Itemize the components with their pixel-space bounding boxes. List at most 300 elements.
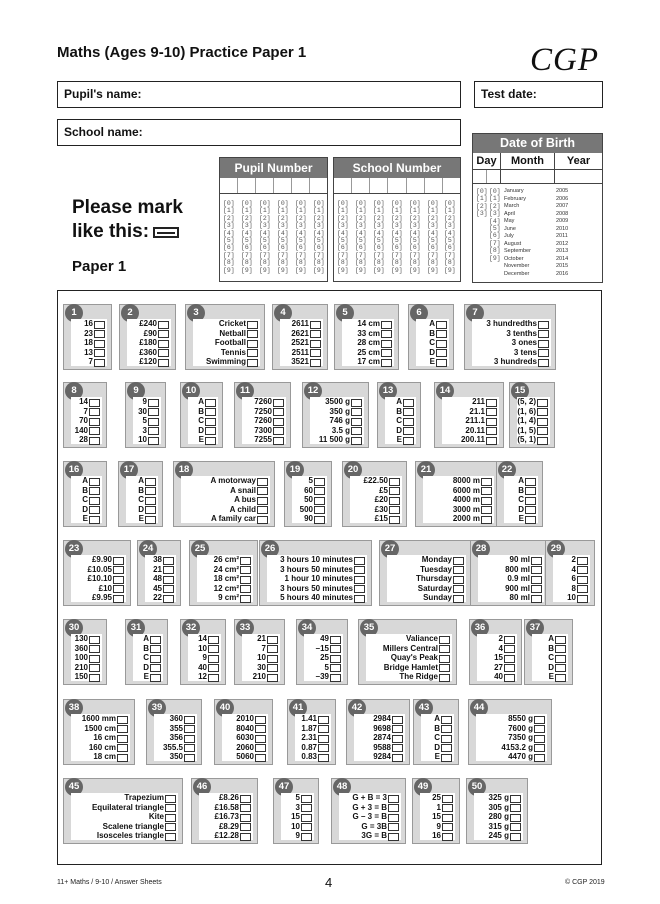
answer-option-checkbox[interactable]: A: [504, 476, 538, 486]
answer-option-checkbox[interactable]: 28: [71, 435, 102, 445]
answer-option-checkbox[interactable]: 3G = B: [339, 831, 401, 841]
answer-option-checkbox[interactable]: Millers Central: [366, 644, 452, 654]
answer-option-checkbox[interactable]: 45: [145, 584, 176, 594]
question-50: [466, 778, 528, 844]
dob-day-cell-2[interactable]: [487, 170, 501, 183]
answer-options: [71, 793, 178, 840]
answer-options: [310, 397, 364, 444]
answer-option-checkbox[interactable]: 3500 g: [310, 397, 364, 407]
answer-option-checkbox[interactable]: 5: [304, 663, 343, 673]
answer-option-checkbox[interactable]: 360: [154, 714, 197, 724]
answer-option-checkbox[interactable]: £8.29: [199, 822, 253, 832]
answer-option-checkbox[interactable]: 5: [292, 476, 327, 486]
answer-option-checkbox[interactable]: 20.11: [442, 426, 499, 436]
answer-option-checkbox[interactable]: 17 cm: [342, 357, 394, 367]
answer-option-checkbox[interactable]: 33 cm: [342, 329, 394, 339]
answer-option-checkbox[interactable]: 28 cm: [342, 338, 394, 348]
answer-option-checkbox[interactable]: 3 hundreds: [472, 357, 551, 367]
answer-option-checkbox[interactable]: (5, 2): [517, 397, 550, 407]
answer-option-checkbox[interactable]: 11 500 g: [310, 435, 364, 445]
answer-option-checkbox[interactable]: 746 g: [310, 416, 364, 426]
answer-option-checkbox[interactable]: D: [133, 663, 163, 673]
answer-option-checkbox[interactable]: Valiance: [366, 634, 452, 644]
answer-option-checkbox[interactable]: 350: [154, 752, 197, 762]
answer-option-checkbox[interactable]: E: [385, 435, 416, 445]
answer-option-checkbox[interactable]: 3 hours 50 minutes: [267, 565, 367, 575]
answer-option-checkbox[interactable]: 21: [242, 634, 280, 644]
answer-option-checkbox[interactable]: £10.10: [71, 574, 126, 584]
answer-option-checkbox[interactable]: A: [385, 397, 416, 407]
answer-option-checkbox[interactable]: 150: [71, 672, 102, 682]
answer-option-checkbox[interactable]: 9 cm²: [197, 593, 253, 603]
answer-option-checkbox[interactable]: G + 3 = B: [339, 803, 401, 813]
answer-option-checkbox[interactable]: D: [504, 505, 538, 515]
pupil-digit-bubbles-4[interactable]: [0] [1] [2] [3] [4] [5] [6] [7] [8] [9]: [277, 200, 289, 274]
answer-option-checkbox[interactable]: 7260: [242, 416, 286, 426]
question-39: [146, 699, 202, 765]
school-digit-bubbles-5[interactable]: [0] [1] [2] [3] [4] [5] [6] [7] [8] [9]: [409, 200, 421, 274]
answer-option-checkbox[interactable]: 3521: [280, 357, 323, 367]
answer-option-checkbox[interactable]: 5060: [222, 752, 268, 762]
answer-option-checkbox[interactable]: 9: [188, 653, 221, 663]
answer-option-checkbox[interactable]: 140: [71, 426, 102, 436]
answer-option-checkbox[interactable]: C: [532, 653, 568, 663]
answer-option-checkbox[interactable]: 130: [71, 634, 102, 644]
answer-option-checkbox[interactable]: Equilateral triangle: [71, 803, 178, 813]
answer-option-checkbox[interactable]: B: [416, 329, 449, 339]
answer-option-checkbox[interactable]: D: [71, 505, 102, 515]
answer-option-checkbox[interactable]: C: [416, 338, 449, 348]
answer-option-checkbox[interactable]: 4470 g: [476, 752, 547, 762]
answer-option-checkbox[interactable]: 23: [71, 329, 107, 339]
answer-option-checkbox[interactable]: 1: [420, 803, 455, 813]
answer-option-checkbox[interactable]: 3 tens: [472, 348, 551, 358]
answer-option-checkbox[interactable]: 211: [442, 397, 499, 407]
answer-option-checkbox[interactable]: 25 cm: [342, 348, 394, 358]
answer-option-checkbox[interactable]: 211.1: [442, 416, 499, 426]
answer-option-checkbox[interactable]: 210: [71, 663, 102, 673]
answer-option-checkbox[interactable]: 10: [133, 435, 161, 445]
answer-option-checkbox[interactable]: D: [421, 743, 454, 753]
dob-month-cell[interactable]: [501, 170, 555, 183]
question-number-badge: 31: [127, 619, 145, 637]
answer-option-checkbox[interactable]: Netball: [193, 329, 260, 339]
answer-option-checkbox[interactable]: –15: [304, 644, 343, 654]
school-number-digit-cells[interactable]: [334, 178, 460, 194]
answer-option-checkbox[interactable]: 200.11: [442, 435, 499, 445]
answer-option-checkbox[interactable]: £30: [350, 505, 402, 515]
answer-option-checkbox[interactable]: Monday: [387, 555, 466, 565]
answer-option-checkbox[interactable]: 4000 m: [423, 495, 494, 505]
answer-option-checkbox[interactable]: £9.95: [71, 593, 126, 603]
answer-option-checkbox[interactable]: D: [188, 426, 218, 436]
answer-option-checkbox[interactable]: 2.31: [295, 733, 331, 743]
answer-option-checkbox[interactable]: (1, 6): [517, 407, 550, 417]
answer-option-checkbox[interactable]: 160 cm: [71, 743, 130, 753]
answer-option-checkbox[interactable]: Cricket: [193, 319, 260, 329]
answer-option-checkbox[interactable]: 7: [71, 407, 102, 417]
answer-option-checkbox[interactable]: C: [133, 653, 163, 663]
answer-option-checkbox[interactable]: D: [532, 663, 568, 673]
answer-option-checkbox[interactable]: Swimming: [193, 357, 260, 367]
answer-option-checkbox[interactable]: 280 g: [474, 812, 523, 822]
answer-option-checkbox[interactable]: A snail: [181, 486, 270, 496]
answer-option-checkbox[interactable]: C: [385, 416, 416, 426]
answer-option-checkbox[interactable]: 6030: [222, 733, 268, 743]
answer-option-checkbox[interactable]: The Ridge: [366, 672, 452, 682]
test-date-field[interactable]: [474, 81, 603, 108]
answer-option-checkbox[interactable]: 7300: [242, 426, 286, 436]
answer-option-checkbox[interactable]: 10: [242, 653, 280, 663]
answer-option-checkbox[interactable]: 12 cm²: [197, 584, 253, 594]
answer-option-checkbox[interactable]: 18: [71, 338, 107, 348]
answer-option-checkbox[interactable]: 1.87: [295, 724, 331, 734]
answer-option-checkbox[interactable]: C: [126, 495, 158, 505]
answer-option-checkbox[interactable]: Trapezium: [71, 793, 178, 803]
answer-option-checkbox[interactable]: 2511: [280, 348, 323, 358]
answer-option-checkbox[interactable]: Tuesday: [387, 565, 466, 575]
answer-option-checkbox[interactable]: 25: [304, 653, 343, 663]
answer-option-checkbox[interactable]: 7600 g: [476, 724, 547, 734]
answer-option-checkbox[interactable]: 15: [281, 812, 314, 822]
answer-option-checkbox[interactable]: E: [71, 514, 102, 524]
answer-option-checkbox[interactable]: 30: [242, 663, 280, 673]
answer-option-checkbox[interactable]: A child: [181, 505, 270, 515]
school-name-field[interactable]: [57, 119, 461, 146]
answer-option-checkbox[interactable]: 5: [133, 416, 161, 426]
answer-option-checkbox[interactable]: 7350 g: [476, 733, 547, 743]
answer-option-checkbox[interactable]: A: [71, 476, 102, 486]
answer-options: [222, 714, 268, 761]
answer-option-checkbox[interactable]: 360: [71, 644, 102, 654]
dob-month-list[interactable]: January February March April May June July August September October November December: [504, 188, 531, 277]
pupil-digit-bubbles-3[interactable]: [0] [1] [2] [3] [4] [5] [6] [7] [8] [9]: [259, 200, 271, 274]
answer-option-checkbox[interactable]: 9698: [354, 724, 405, 734]
answer-option-checkbox[interactable]: (1, 4): [517, 416, 550, 426]
answer-option-checkbox[interactable]: C: [504, 495, 538, 505]
answer-option-checkbox[interactable]: 4: [477, 644, 517, 654]
answer-option-checkbox[interactable]: 2060: [222, 743, 268, 753]
answer-option-checkbox[interactable]: B: [504, 486, 538, 496]
answer-option-checkbox[interactable]: £8.26: [199, 793, 253, 803]
answer-option-checkbox[interactable]: £16.73: [199, 812, 253, 822]
answer-option-checkbox[interactable]: £240: [127, 319, 171, 329]
question-26: [259, 540, 372, 606]
answer-option-checkbox[interactable]: 1.41: [295, 714, 331, 724]
answer-option-checkbox[interactable]: A: [133, 634, 163, 644]
answer-option-checkbox[interactable]: 3000 m: [423, 505, 494, 515]
answer-option-checkbox[interactable]: E: [416, 357, 449, 367]
answer-option-checkbox[interactable]: £180: [127, 338, 171, 348]
answer-option-checkbox[interactable]: 8550 g: [476, 714, 547, 724]
answer-option-checkbox[interactable]: 315 g: [474, 822, 523, 832]
answer-option-checkbox[interactable]: 2611: [280, 319, 323, 329]
answer-options: [281, 793, 314, 840]
answer-option-checkbox[interactable]: E: [188, 435, 218, 445]
answer-option-checkbox[interactable]: 18 cm²: [197, 574, 253, 584]
pupil-digit-bubbles-5[interactable]: [0] [1] [2] [3] [4] [5] [6] [7] [8] [9]: [295, 200, 307, 274]
pupil-digit-bubbles-1[interactable]: [0] [1] [2] [3] [4] [5] [6] [7] [8] [9]: [223, 200, 235, 274]
answer-option-checkbox[interactable]: 325 g: [474, 793, 523, 803]
answer-option-checkbox[interactable]: 70: [71, 416, 102, 426]
answer-option-checkbox[interactable]: G – 3 = B: [339, 812, 401, 822]
answer-option-checkbox[interactable]: 24 cm²: [197, 565, 253, 575]
answer-option-checkbox[interactable]: 3 hours 50 minutes: [267, 584, 367, 594]
answer-option-checkbox[interactable]: 0.83: [295, 752, 331, 762]
answer-option-checkbox[interactable]: 13: [71, 348, 107, 358]
answer-option-checkbox[interactable]: Isosceles triangle: [71, 831, 178, 841]
answer-option-checkbox[interactable]: 5 hours 40 minutes: [267, 593, 367, 603]
answer-option-checkbox[interactable]: A: [188, 397, 218, 407]
answer-option-checkbox[interactable]: £15: [350, 514, 402, 524]
answer-option-checkbox[interactable]: 8040: [222, 724, 268, 734]
answer-option-checkbox[interactable]: 305 g: [474, 803, 523, 813]
answer-option-checkbox[interactable]: 2010: [222, 714, 268, 724]
answer-option-checkbox[interactable]: 10: [188, 644, 221, 654]
answer-option-checkbox[interactable]: 900 ml: [478, 584, 544, 594]
answer-option-checkbox[interactable]: 350 g: [310, 407, 364, 417]
answer-option-checkbox[interactable]: Tennis: [193, 348, 260, 358]
answer-option-checkbox[interactable]: £20: [350, 495, 402, 505]
answer-option-checkbox[interactable]: 3 hours 10 minutes: [267, 555, 367, 565]
answer-option-checkbox[interactable]: 3 tenths: [472, 329, 551, 339]
answer-option-checkbox[interactable]: 2: [553, 555, 590, 565]
answer-option-checkbox[interactable]: £10: [71, 584, 126, 594]
school-digit-bubbles-3[interactable]: [0] [1] [2] [3] [4] [5] [6] [7] [8] [9]: [373, 200, 385, 274]
answer-option-checkbox[interactable]: 6000 m: [423, 486, 494, 496]
answer-option-checkbox[interactable]: Sunday: [387, 593, 466, 603]
answer-option-checkbox[interactable]: 12: [188, 672, 221, 682]
answer-option-checkbox[interactable]: Kite: [71, 812, 178, 822]
answer-option-checkbox[interactable]: 7255: [242, 435, 286, 445]
answer-option-checkbox[interactable]: 16: [420, 831, 455, 841]
answer-option-checkbox[interactable]: 9: [133, 397, 161, 407]
answer-option-checkbox[interactable]: 10: [553, 593, 590, 603]
answer-option-checkbox[interactable]: Football: [193, 338, 260, 348]
answer-option-checkbox[interactable]: Bridge Hamlet: [366, 663, 452, 673]
answer-option-checkbox[interactable]: 2521: [280, 338, 323, 348]
answer-option-checkbox[interactable]: C: [421, 733, 454, 743]
answer-option-checkbox[interactable]: 16: [71, 319, 107, 329]
answer-option-checkbox[interactable]: 3: [281, 803, 314, 813]
answer-option-checkbox[interactable]: 100: [71, 653, 102, 663]
school-digit-bubbles-2[interactable]: [0] [1] [2] [3] [4] [5] [6] [7] [8] [9]: [355, 200, 367, 274]
answer-option-checkbox[interactable]: 90: [292, 514, 327, 524]
answer-option-checkbox[interactable]: 1600 mm: [71, 714, 130, 724]
answer-option-checkbox[interactable]: A family car: [181, 514, 270, 524]
answer-option-checkbox[interactable]: 15: [420, 812, 455, 822]
question-number-badge: 6: [410, 304, 428, 322]
answer-option-checkbox[interactable]: B: [532, 644, 568, 654]
answer-option-checkbox[interactable]: 245 g: [474, 831, 523, 841]
pupil-digit-bubbles-2[interactable]: [0] [1] [2] [3] [4] [5] [6] [7] [8] [9]: [241, 200, 253, 274]
answer-option-checkbox[interactable]: 50: [292, 495, 327, 505]
answer-option-checkbox[interactable]: 7260: [242, 397, 286, 407]
answer-option-checkbox[interactable]: 40: [477, 672, 517, 682]
answer-option-checkbox[interactable]: A: [421, 714, 454, 724]
answer-option-checkbox[interactable]: C: [188, 416, 218, 426]
answer-option-checkbox[interactable]: 3.5 g: [310, 426, 364, 436]
answer-option-checkbox[interactable]: 30: [133, 407, 161, 417]
answer-option-checkbox[interactable]: 0.87: [295, 743, 331, 753]
school-digit-bubbles-7[interactable]: [0] [1] [2] [3] [4] [5] [6] [7] [8] [9]: [444, 200, 456, 274]
answer-option-checkbox[interactable]: G + B = 3: [339, 793, 401, 803]
answer-option-checkbox[interactable]: 49: [304, 634, 343, 644]
answer-option-checkbox[interactable]: £120: [127, 357, 171, 367]
answer-option-checkbox[interactable]: B: [126, 486, 158, 496]
question-number-badge: 48: [333, 778, 351, 796]
answer-option-checkbox[interactable]: 6: [553, 574, 590, 584]
answer-option-checkbox[interactable]: (5, 1): [517, 435, 550, 445]
answer-option-checkbox[interactable]: –39: [304, 672, 343, 682]
dob-day-tens-bubbles[interactable]: [0] [1] [2] [3]: [476, 188, 488, 218]
dob-day-cell-1[interactable]: [473, 170, 487, 183]
answer-option-checkbox[interactable]: 8000 m: [423, 476, 494, 486]
answer-option-checkbox[interactable]: Quay's Peak: [366, 653, 452, 663]
answer-option-checkbox[interactable]: 18 cm: [71, 752, 130, 762]
answer-option-checkbox[interactable]: £16.58: [199, 803, 253, 813]
answer-option-checkbox[interactable]: A: [416, 319, 449, 329]
answer-option-checkbox[interactable]: 500: [292, 505, 327, 515]
answer-option-checkbox[interactable]: 356: [154, 733, 197, 743]
answer-option-checkbox[interactable]: E: [421, 752, 454, 762]
answer-option-checkbox[interactable]: 7250: [242, 407, 286, 417]
answer-option-checkbox[interactable]: 16 cm: [71, 733, 130, 743]
school-digit-bubbles-1[interactable]: [0] [1] [2] [3] [4] [5] [6] [7] [8] [9]: [337, 200, 349, 274]
answer-option-checkbox[interactable]: 90 ml: [478, 555, 544, 565]
answer-option-checkbox[interactable]: A: [532, 634, 568, 644]
answer-option-checkbox[interactable]: £90: [127, 329, 171, 339]
answer-option-checkbox[interactable]: A motorway: [181, 476, 270, 486]
school-number-box: [333, 157, 461, 282]
pupil-number-digit-cells[interactable]: [220, 178, 327, 194]
answer-option-checkbox[interactable]: 9: [281, 831, 314, 841]
answer-option-checkbox[interactable]: E: [126, 514, 158, 524]
answer-option-checkbox[interactable]: D: [416, 348, 449, 358]
answer-option-checkbox[interactable]: 2: [477, 634, 517, 644]
question-44: [468, 699, 552, 765]
answer-option-checkbox[interactable]: B: [133, 644, 163, 654]
question-6: [408, 304, 454, 370]
answer-option-checkbox[interactable]: £9.90: [71, 555, 126, 565]
answer-option-checkbox[interactable]: G = 3B: [339, 822, 401, 832]
answer-option-checkbox[interactable]: 10: [281, 822, 314, 832]
answer-option-checkbox[interactable]: B: [421, 724, 454, 734]
answer-option-checkbox[interactable]: 210: [242, 672, 280, 682]
answer-option-checkbox[interactable]: D: [126, 505, 158, 515]
answer-option-checkbox[interactable]: £360: [127, 348, 171, 358]
answer-option-checkbox[interactable]: B: [71, 486, 102, 496]
answer-option-checkbox[interactable]: 4153.2 g: [476, 743, 547, 753]
answer-option-checkbox[interactable]: 60: [292, 486, 327, 496]
answer-option-checkbox[interactable]: Saturday: [387, 584, 466, 594]
answer-option-checkbox[interactable]: 80 ml: [478, 593, 544, 603]
answer-option-checkbox[interactable]: C: [71, 495, 102, 505]
answer-options: [477, 634, 517, 681]
answer-option-checkbox[interactable]: £22.50: [350, 476, 402, 486]
school-digit-bubbles-4[interactable]: [0] [1] [2] [3] [4] [5] [6] [7] [8] [9]: [391, 200, 403, 274]
answer-option-checkbox[interactable]: 0.9 ml: [478, 574, 544, 584]
dob-day-units-bubbles[interactable]: [0] [1] [2] [3] [4] [5] [6] [7] [8] [9]: [489, 188, 501, 262]
answer-option-checkbox[interactable]: 9588: [354, 743, 405, 753]
answer-option-checkbox[interactable]: 2621: [280, 329, 323, 339]
answer-option-checkbox[interactable]: 3 ones: [472, 338, 551, 348]
answer-option-checkbox[interactable]: 2000 m: [423, 514, 494, 524]
dob-year-cell[interactable]: [555, 170, 602, 183]
answer-option-checkbox[interactable]: 355.5: [154, 743, 197, 753]
answer-option-checkbox[interactable]: B: [188, 407, 218, 417]
dob-year-label: Year: [566, 155, 591, 167]
answer-option-checkbox[interactable]: 25: [420, 793, 455, 803]
answer-option-checkbox[interactable]: 48: [145, 574, 176, 584]
answer-option-checkbox[interactable]: £12.28: [199, 831, 253, 841]
dob-year-list[interactable]: 2005 2006 2007 2008 2009 2010 2011 2012 2013 2014 2015 2016: [556, 188, 569, 277]
question-30: [63, 619, 107, 685]
answer-option-checkbox[interactable]: A: [126, 476, 158, 486]
pupil-name-field[interactable]: [57, 81, 461, 108]
answer-options: [188, 634, 221, 681]
question-4: [272, 304, 328, 370]
answer-option-checkbox[interactable]: 14: [71, 397, 102, 407]
answer-option-checkbox[interactable]: 22: [145, 593, 176, 603]
answer-option-checkbox[interactable]: 1500 cm: [71, 724, 130, 734]
answer-option-checkbox[interactable]: A bus: [181, 495, 270, 505]
answer-option-checkbox[interactable]: 1 hour 10 minutes: [267, 574, 367, 584]
answer-option-checkbox[interactable]: Scalene triangle: [71, 822, 178, 832]
answer-option-checkbox[interactable]: 14 cm: [342, 319, 394, 329]
answer-option-checkbox[interactable]: 27: [477, 663, 517, 673]
answer-option-checkbox[interactable]: 800 ml: [478, 565, 544, 575]
answer-option-checkbox[interactable]: (1, 5): [517, 426, 550, 436]
answer-option-checkbox[interactable]: 2984: [354, 714, 405, 724]
answer-option-checkbox[interactable]: 355: [154, 724, 197, 734]
school-digit-bubbles-6[interactable]: [0] [1] [2] [3] [4] [5] [6] [7] [8] [9]: [427, 200, 439, 274]
answer-option-checkbox[interactable]: 21.1: [442, 407, 499, 417]
answer-option-checkbox[interactable]: 3: [133, 426, 161, 436]
answer-option-checkbox[interactable]: Thursday: [387, 574, 466, 584]
answer-option-checkbox[interactable]: 15: [477, 653, 517, 663]
question-number-badge: 46: [193, 778, 211, 796]
answer-option-checkbox[interactable]: 7: [71, 357, 107, 367]
mark-text-2: like this:: [72, 221, 150, 242]
answer-option-checkbox[interactable]: 26 cm²: [197, 555, 253, 565]
answer-option-checkbox[interactable]: 3 hundredths: [472, 319, 551, 329]
answer-option-checkbox[interactable]: D: [385, 426, 416, 436]
question-number-badge: 32: [182, 619, 200, 637]
answer-option-checkbox[interactable]: £10.05: [71, 565, 126, 575]
answer-option-checkbox[interactable]: £5: [350, 486, 402, 496]
answer-option-checkbox[interactable]: 21: [145, 565, 176, 575]
answer-option-checkbox[interactable]: E: [532, 672, 568, 682]
answer-option-checkbox[interactable]: 40: [188, 663, 221, 673]
answer-option-checkbox[interactable]: E: [504, 514, 538, 524]
answer-option-checkbox[interactable]: 38: [145, 555, 176, 565]
answer-options: [280, 319, 323, 366]
answer-option-checkbox[interactable]: E: [133, 672, 163, 682]
answer-option-checkbox[interactable]: 9284: [354, 752, 405, 762]
answer-option-checkbox[interactable]: 2874: [354, 733, 405, 743]
pupil-digit-bubbles-6[interactable]: [0] [1] [2] [3] [4] [5] [6] [7] [8] [9]: [313, 200, 325, 274]
answer-option-checkbox[interactable]: 8: [553, 584, 590, 594]
question-8: [63, 382, 107, 448]
answer-option-checkbox[interactable]: 5: [281, 793, 314, 803]
answer-option-checkbox[interactable]: 7: [242, 644, 280, 654]
answer-option-checkbox[interactable]: B: [385, 407, 416, 417]
answer-option-checkbox[interactable]: 4: [553, 565, 590, 575]
answer-options: [133, 397, 161, 444]
answer-option-checkbox[interactable]: 14: [188, 634, 221, 644]
answer-option-checkbox[interactable]: 9: [420, 822, 455, 832]
